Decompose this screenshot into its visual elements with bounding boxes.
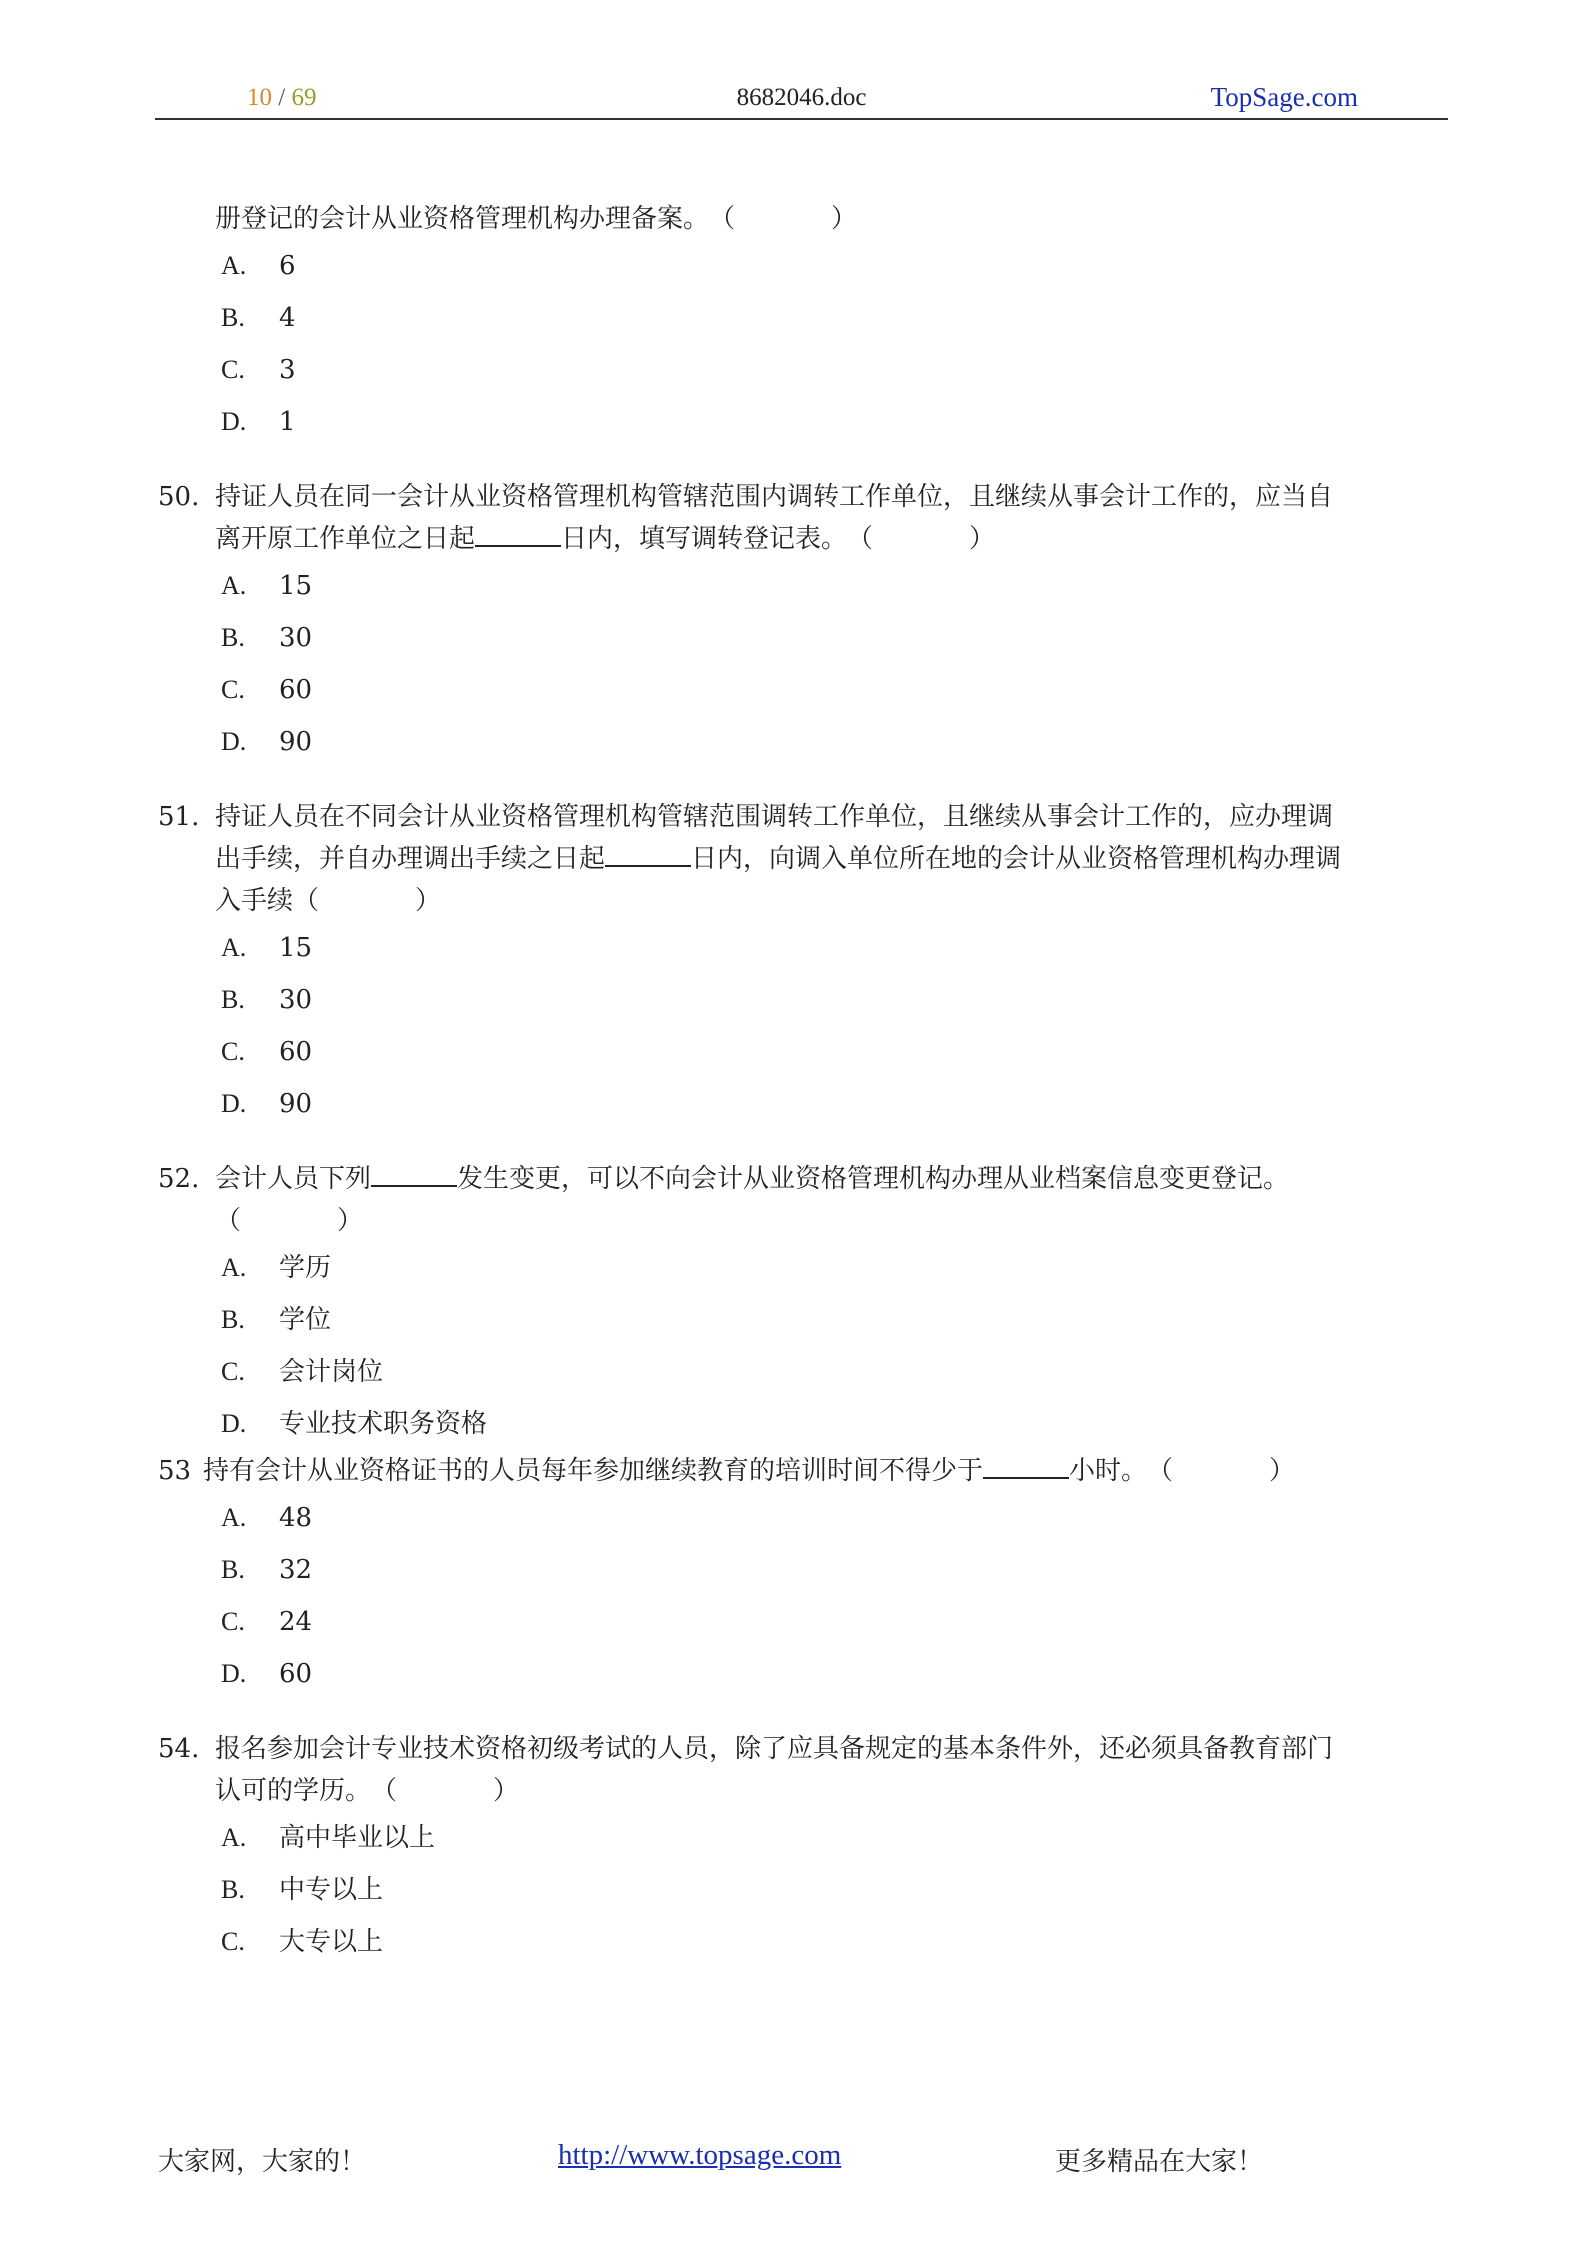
option-a: A. 15 bbox=[221, 571, 313, 601]
fill-blank bbox=[605, 839, 691, 867]
question-52: 52. 会计人员下列 发生变更，可以不向会计从业资格管理机构办理从业档案信息变更登记。 （ ） bbox=[158, 1158, 1448, 1242]
question-list bbox=[158, 198, 1448, 1968]
option-b: B. 学位 bbox=[221, 1305, 332, 1335]
page-total: 69 bbox=[291, 84, 317, 111]
option-c: C. 24 bbox=[221, 1607, 313, 1637]
option-a: A. 高中毕业以上 bbox=[221, 1823, 436, 1853]
page-separator: / bbox=[278, 84, 286, 111]
option-c: C. 60 bbox=[221, 675, 313, 705]
option-d: D. 90 bbox=[221, 727, 313, 757]
question-number: 52. bbox=[158, 1164, 200, 1194]
answer-parentheses: （ ） bbox=[709, 204, 858, 234]
answer-parentheses: （ ） bbox=[293, 886, 442, 916]
option-b: B. 30 bbox=[221, 985, 313, 1015]
fill-blank bbox=[475, 519, 561, 547]
page-header bbox=[155, 82, 1448, 120]
option-d: D. 90 bbox=[221, 1089, 313, 1119]
option-c: C. 大专以上 bbox=[221, 1927, 384, 1957]
question-51: 51. 持证人员在不同会计从业资格管理机构管辖范围调转工作单位，且继续从事会计工作的，应办理调 出手续，并自办理调出手续之日起 日内，向调入单位所在地的会计从业资格管理机构办理调 入手续（ ） bbox=[158, 796, 1448, 922]
option-d: D. 专业技术职务资格 bbox=[221, 1409, 488, 1439]
option-c: C. 3 bbox=[221, 355, 296, 385]
option-a: A. 48 bbox=[221, 1503, 313, 1533]
option-a: A. 15 bbox=[221, 933, 313, 963]
question-number: 51. bbox=[158, 802, 200, 832]
question-49-tail bbox=[158, 198, 1448, 240]
question-number: 50. bbox=[158, 482, 200, 512]
question-number: 53 bbox=[158, 1456, 192, 1486]
question-number: 54. bbox=[158, 1734, 200, 1764]
option-d: D. 60 bbox=[221, 1659, 313, 1689]
option-c: C. 会计岗位 bbox=[221, 1357, 384, 1387]
answer-parentheses: （ ） bbox=[371, 1776, 520, 1806]
document-filename: 8682046.doc bbox=[736, 84, 867, 111]
option-b: B. 30 bbox=[221, 623, 313, 653]
answer-parentheses: （ ） bbox=[847, 524, 996, 554]
option-a: A. 学历 bbox=[221, 1253, 332, 1283]
option-a: A. 6 bbox=[221, 251, 296, 281]
page-current: 10 bbox=[247, 84, 272, 111]
question-line: 持证人员在不同会计从业资格管理机构管辖范围调转工作单位，且继续从事会计工作的，应办理调 bbox=[215, 802, 1334, 832]
page-footer bbox=[158, 2141, 1448, 2181]
question-line: 持证人员在同一会计从业资格管理机构管辖范围内调转工作单位，且继续从事会计工作的，应当自 bbox=[215, 482, 1334, 512]
answer-parentheses: （ ） bbox=[1147, 1456, 1296, 1486]
footer-link[interactable]: http://www.topsage.com bbox=[558, 2139, 842, 2171]
footer-slogan-right: 更多精品在大家！ bbox=[1055, 2147, 1264, 2177]
option-d: D. 1 bbox=[221, 407, 296, 437]
option-b: B. 中专以上 bbox=[221, 1875, 384, 1905]
question-53: 53 持有会计从业资格证书的人员每年参加继续教育的培训时间不得少于 小时。（ ） bbox=[158, 1450, 1448, 1492]
fill-blank bbox=[983, 1451, 1069, 1479]
site-name: TopSage.com bbox=[1210, 82, 1358, 112]
question-54: 54. 报名参加会计专业技术资格初级考试的人员，除了应具备规定的基本条件外，还必须具备教育部门 认可的学历。（ ） bbox=[158, 1728, 1448, 1812]
option-c: C. 60 bbox=[221, 1037, 313, 1067]
option-b: B. 32 bbox=[221, 1555, 313, 1585]
fill-blank bbox=[371, 1159, 457, 1187]
question-text: 册登记的会计从业资格管理机构办理备案。 bbox=[215, 204, 710, 234]
question-line: 报名参加会计专业技术资格初级考试的人员，除了应具备规定的基本条件外，还必须具备教育部门 bbox=[215, 1734, 1334, 1764]
footer-slogan-left: 大家网，大家的！ bbox=[158, 2147, 367, 2177]
answer-parentheses: （ ） bbox=[215, 1206, 364, 1236]
question-50: 50. 持证人员在同一会计从业资格管理机构管辖范围内调转工作单位，且继续从事会计工作的，应当自 离开原工作单位之日起 日内，填写调转登记表。（ ） bbox=[158, 476, 1448, 560]
option-b: B. 4 bbox=[221, 303, 296, 333]
